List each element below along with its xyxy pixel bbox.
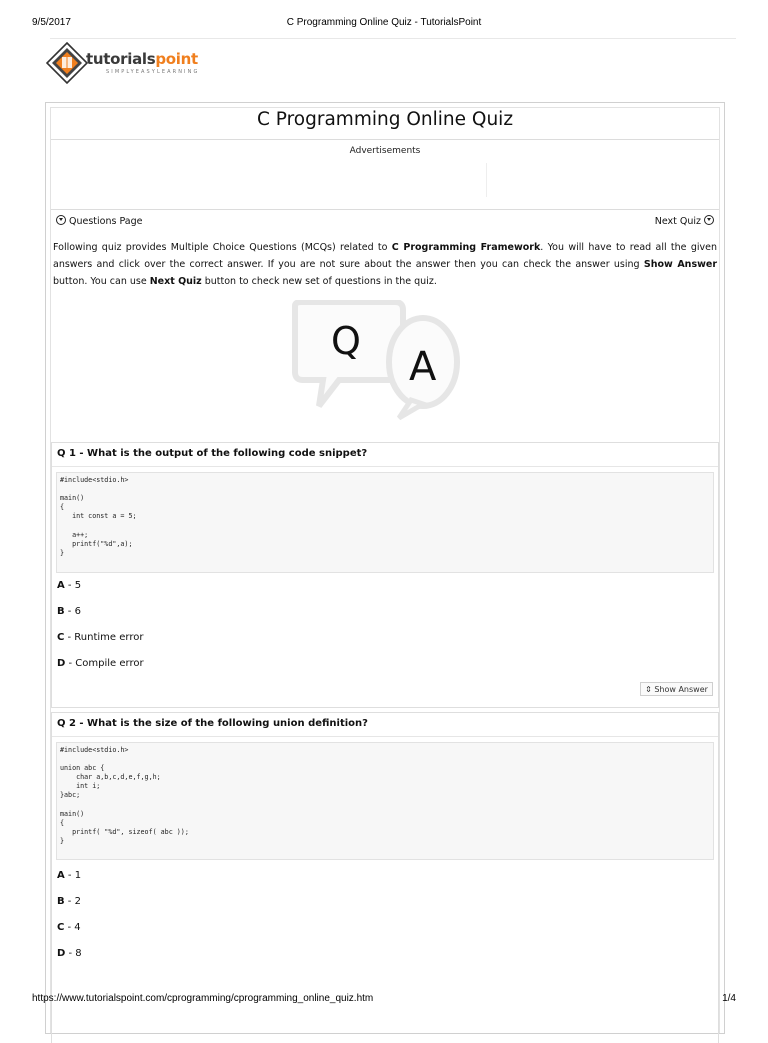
print-footer bbox=[32, 993, 736, 1007]
question-1-title: Q 1 - What is the output of the following code snippet? bbox=[57, 448, 368, 459]
qa-a-glyph: A bbox=[409, 344, 437, 390]
advertisements-label: Advertisements bbox=[349, 146, 421, 156]
question-1-code: #include<stdio.h> main() { int const a = 5; a++; printf("%d",a); } bbox=[56, 472, 714, 573]
questions-page-link[interactable] bbox=[53, 215, 142, 227]
sort-arrows-icon: ⇕ bbox=[645, 685, 655, 694]
questions-page-label: Questions Page bbox=[69, 216, 143, 227]
option-a[interactable]: A - 1 bbox=[57, 870, 82, 881]
intro-paragraph: Following quiz provides Multiple Choice Questions (MCQs) related to C Programming Framework. You will have to read all the given answers and click over the correct answer. If you are not sure about the answer then you can check the answer using Show Answer button. You can use Next Quiz button to check new set of questions in the quiz. bbox=[53, 242, 718, 287]
page-title: C Programming Online Quiz bbox=[256, 109, 514, 130]
print-page-title: C Programming Online Quiz - TutorialsPoint bbox=[286, 17, 482, 28]
next-quiz-label: Next Quiz bbox=[654, 216, 701, 227]
question-divider bbox=[52, 736, 718, 737]
content-frame bbox=[45, 102, 725, 1034]
circle-chevron-icon bbox=[56, 215, 66, 225]
print-header bbox=[32, 17, 736, 31]
nav-divider bbox=[51, 209, 719, 210]
qa-q-glyph: Q bbox=[331, 319, 361, 363]
option-d[interactable]: D - 8 bbox=[57, 948, 82, 959]
next-quiz-link[interactable] bbox=[655, 215, 717, 227]
option-c[interactable]: C - Runtime error bbox=[57, 632, 144, 643]
content-area bbox=[50, 107, 720, 1033]
logo-diamond-icon bbox=[46, 42, 88, 84]
print-page-number: 1/4 bbox=[722, 993, 736, 1004]
print-url: https://www.tutorialspoint.com/cprogramming/cprogramming_online_quiz.htm bbox=[32, 993, 374, 1004]
title-divider bbox=[51, 139, 719, 140]
logo-wordmark: tutorialspoint bbox=[86, 50, 198, 68]
print-date: 9/5/2017 bbox=[32, 17, 71, 28]
option-c[interactable]: C - 4 bbox=[57, 922, 81, 933]
option-b[interactable]: B - 2 bbox=[57, 896, 81, 907]
logo-tagline: SIMPLYEASYLEARNING bbox=[106, 69, 200, 75]
option-b[interactable]: B - 6 bbox=[57, 606, 81, 617]
question-2-title: Q 2 - What is the size of the following union definition? bbox=[57, 718, 368, 729]
question-1 bbox=[51, 442, 719, 708]
tutorialspoint-logo[interactable] bbox=[46, 38, 206, 88]
option-d[interactable]: D - Compile error bbox=[57, 658, 144, 669]
option-a[interactable]: A - 5 bbox=[57, 580, 82, 591]
circle-chevron-icon bbox=[704, 215, 714, 225]
ad-slot-divider bbox=[486, 163, 487, 197]
show-answer-button[interactable]: ⇕ Show Answer bbox=[640, 682, 713, 696]
question-divider bbox=[52, 466, 718, 467]
qa-bubbles-illustration bbox=[291, 300, 461, 420]
question-2-code: #include<stdio.h> union abc { char a,b,c,d,e,f,g,h; int i; }abc; main() { printf( "%d", sizeof( abc )); } bbox=[56, 742, 714, 860]
